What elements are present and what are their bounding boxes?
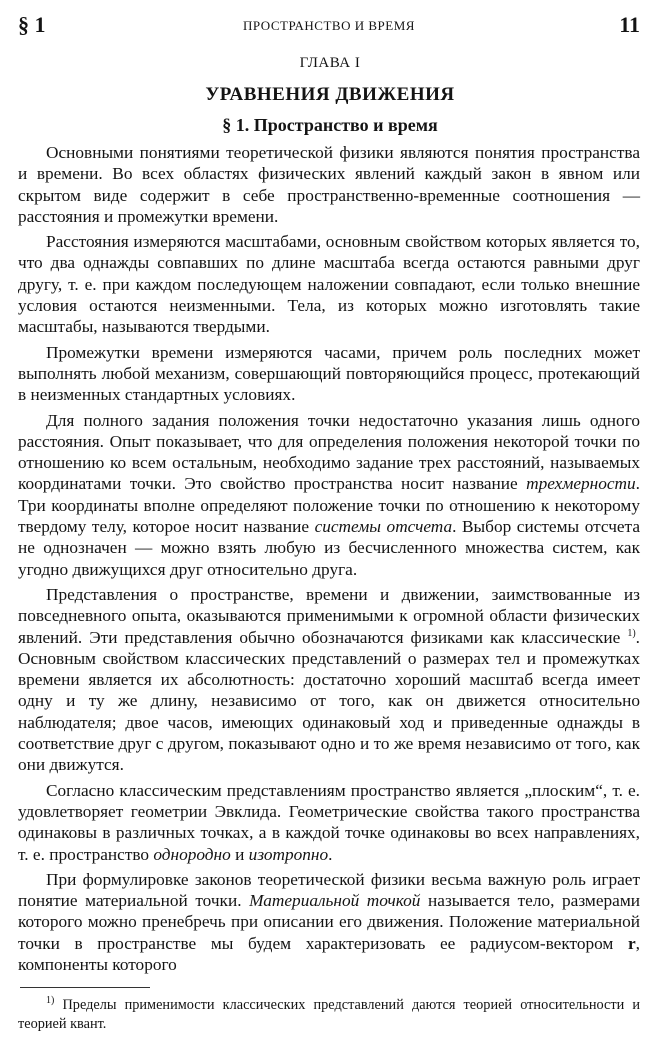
paragraph <box>18 410 640 580</box>
chapter-title: УРАВНЕНИЯ ДВИЖЕНИЯ <box>205 84 455 105</box>
bold-symbol: r <box>628 933 636 953</box>
italic-term: изотропно <box>248 844 329 864</box>
text-run: . Три координаты вполне определяют положение точки по отношению к некоторому твердому телу, которое носит название <box>18 474 640 537</box>
footnote-mark: 1) <box>46 995 55 1007</box>
footnote <box>18 996 640 1033</box>
text-run: и <box>230 844 249 864</box>
running-head <box>18 12 640 42</box>
section-title: § 1. Пространство и время <box>222 115 438 135</box>
paragraph <box>18 584 640 776</box>
text-run: При формулировке законов теоретической физики весьма важную роль играет понятие материальной точки. <box>18 869 640 911</box>
paragraph: Промежутки времени измеряются часами, причем роль последних может выполнять любой механизм, совершающий повторяющийся процесс, протекающий в неизменных стандартных условиях. <box>18 342 640 405</box>
text-run: . Основным свойством классических представлений о размерах тел и промежутках времени является их абсолютность: достаточно хороший масштаб всегда имеет одну и ту же длину, независимо от того, как он движется относительно наблюдателя; двое часов, имеющих одинаковый ход и приведенные однажды в соответствие друг с другом, показывают одно и то же время независимо от того, как они движутся. <box>18 627 640 775</box>
section-mark: § 1 <box>18 12 46 37</box>
text-run: . Выбор системы отсчета не однозначен — можно взять любую из бесчисленного множества систем, как угодно движущихся друг относительно друга. <box>18 517 640 579</box>
text-run: Представления о пространстве, времени и движении, заимствованные из повседневного опыта, оказываются применимыми к огромной области физических явлений. Эти представления обычно обозначаются физиками как классические <box>18 584 640 647</box>
italic-term: однородно <box>153 844 231 864</box>
text-run: . <box>328 844 333 864</box>
text-run: , компоненты которого <box>18 933 640 974</box>
paragraph: Основными понятиями теоретической физики являются понятия пространства и времени. Во всех областях физических явлений каждый закон в явном или скрытом виде содержит в себе пространственно-временные соотношения — расстояния и промежутки времени. <box>18 143 640 226</box>
italic-term: системы отсчета <box>314 517 453 537</box>
footnote-divider <box>20 987 150 988</box>
paragraph <box>18 780 640 865</box>
text-run: Для полного задания положения точки недостаточно указания лишь одного расстояния. Опыт показывает, что для определения положения некоторой точки по отношению ко всем остальным, необходимо задание трех расстояний, называемых координатами точки. Это свойство пространства носит название <box>18 410 640 494</box>
footnote-ref: 1) <box>627 627 636 639</box>
text-run: называется тело, размерами которого можно пренебречь при описании его движения. Положение материальной точки в пространстве мы будем характеризовать ее радиусом-вектором <box>18 891 640 953</box>
italic-term: трехмерности <box>526 474 636 494</box>
footnote-text: Пределы применимости классических представлений даются теорией относительности и теорией квант. <box>18 997 640 1032</box>
paragraph <box>18 869 640 975</box>
text-run: Согласно классическим представлениям пространство является „плоским“, т. е. удовлетворяет геометрии Эвклида. Геометрические свойства такого пространства одинаковы в различных точках, а в каждой точке одинаковы во всех направлениях, т. е. пространство <box>18 780 640 864</box>
body-text <box>18 142 640 979</box>
paragraph: Расстояния измеряются масштабами, основным свойством которых является то, что два однажды совпавших по длине масштаба всегда остаются равными друг другу, т. е. при каждом последующем наложении совпадают, если только внешние условия остаются неизменными. Тела, из которых можно изготовлять такие масштабы, называются твердыми. <box>18 232 640 337</box>
running-title: ПРОСТРАНСТВО И ВРЕМЯ <box>243 18 415 33</box>
page-number: 11 <box>619 12 640 37</box>
chapter-label: ГЛАВА I <box>299 55 361 71</box>
italic-term: Материальной точкой <box>249 891 421 911</box>
